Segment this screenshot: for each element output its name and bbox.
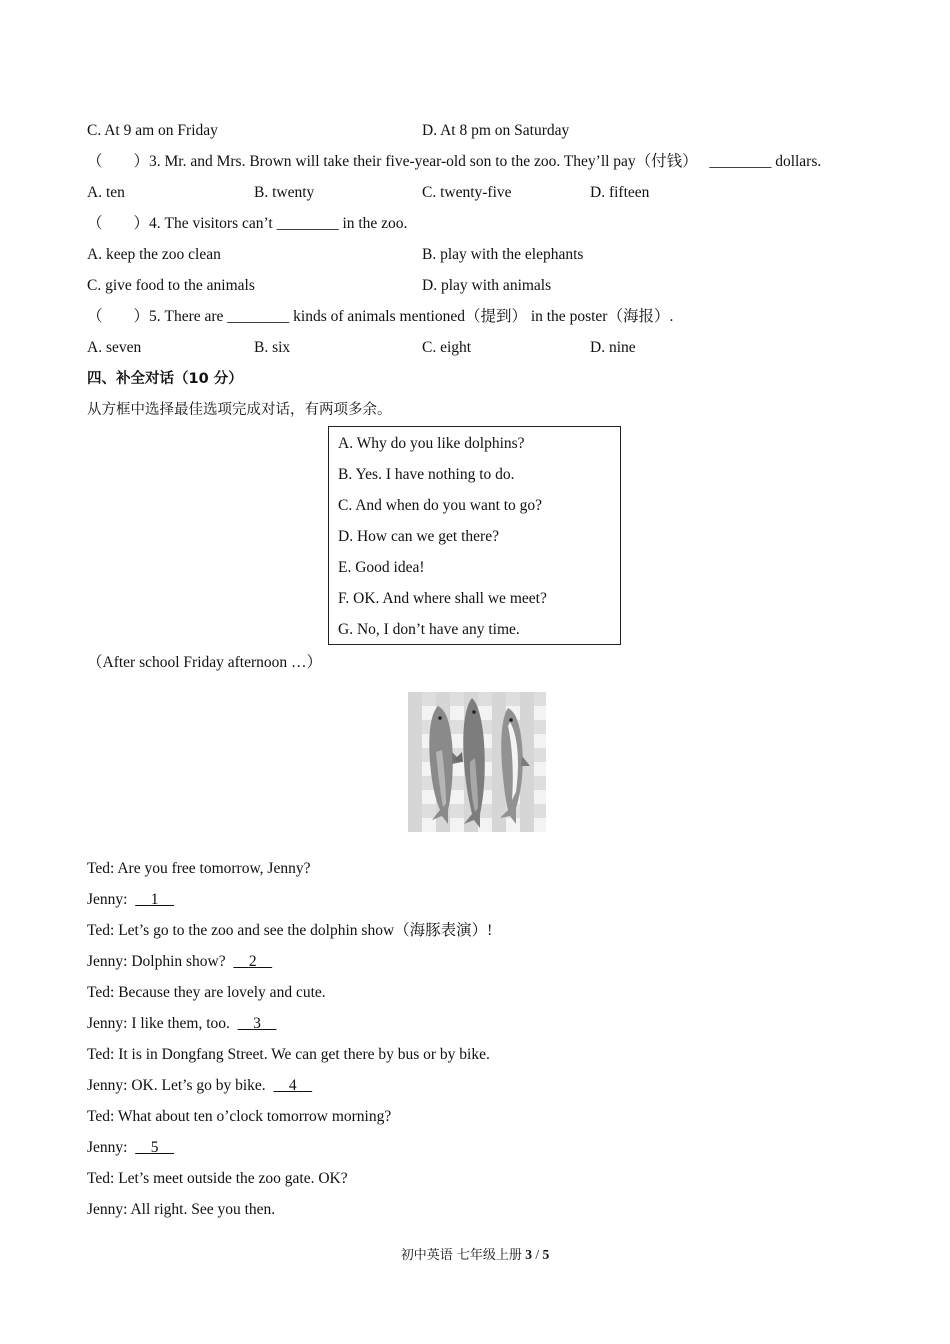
section-instruction: 从方框中选择最佳选项完成对话，有两项多余。 [87, 402, 392, 418]
q4-option-d: D. play with animals [422, 277, 552, 294]
dialogue-context: （After school Friday afternoon …） [87, 654, 323, 671]
dialogue-line-5: Ted: Because they are lovely and cute. [87, 984, 326, 1001]
dialogue-line-12: Jenny: All right. See you then. [87, 1201, 276, 1218]
dialogue-speaker: Jenny: [87, 891, 132, 908]
dialogue-line-7: Ted: It is in Dongfang Street. We can get there by bus or by bike. [87, 1046, 490, 1063]
box-option-e: E. Good idea! [338, 559, 425, 576]
q3-stem: （ ）3. Mr. and Mrs. Brown will take their five-year-old son to the zoo. They’ll pay（付钱） [87, 153, 698, 170]
q3-tail: dollars. [775, 153, 822, 170]
footer-separator: / [535, 1247, 540, 1262]
footer-subject: 初中英语 七年级上册 [400, 1248, 522, 1263]
q4-option-b: B. play with the elephants [422, 246, 584, 263]
q4-option-c: C. give food to the animals [87, 277, 255, 294]
dialogue-line-8 [87, 1076, 312, 1096]
q5-option-a: A. seven [87, 339, 142, 356]
footer-page-total: 5 [542, 1247, 550, 1262]
answer-blank-5: 5 [150, 1139, 159, 1156]
dialogue-line-10 [87, 1138, 174, 1158]
dialogue-line-11: Ted: Let’s meet outside the zoo gate. OK? [87, 1170, 348, 1187]
dialogue-line-2 [87, 890, 174, 910]
dialogue-speaker: Jenny: Dolphin show? [87, 953, 230, 970]
dialogue-line-9: Ted: What about ten o’clock tomorrow morning? [87, 1108, 392, 1125]
q3-option-d: D. fifteen [590, 184, 650, 201]
q5-option-c: C. eight [422, 339, 472, 356]
box-option-a: A. Why do you like dolphins? [338, 435, 525, 452]
q5-stem: （ ）5. There are ________ kinds of animals mentioned（提到） in the poster（海报）. [87, 308, 674, 325]
answer-blank-1: 1 [150, 891, 159, 908]
box-option-c: C. And when do you want to go? [338, 497, 543, 514]
answer-blank-3: 3 [253, 1015, 261, 1032]
q3-option-c: C. twenty-five [422, 184, 512, 201]
box-option-f: F. OK. And where shall we meet? [338, 590, 547, 607]
footer-page-number: 3 [525, 1247, 532, 1262]
q5-option-b: B. six [254, 339, 291, 356]
box-option-g: G. No, I don’t have any time. [338, 621, 520, 638]
box-option-b: B. Yes. I have nothing to do. [338, 466, 515, 483]
dialogue-speaker: Jenny: I like them, too. [87, 1015, 234, 1032]
section-heading: 四、补全对话（10 分） [87, 371, 243, 387]
dialogue-line-1: Ted: Are you free tomorrow, Jenny? [87, 860, 311, 877]
q5-option-d: D. nine [590, 339, 636, 356]
options-box [328, 426, 621, 645]
q3-blank: ________ [709, 153, 772, 170]
answer-blank-4: 4 [288, 1077, 297, 1094]
q4-stem: （ ）4. The visitors can’t ________ in the zoo. [87, 215, 408, 232]
dialogue-line-4 [87, 952, 272, 972]
q2-option-d: D. At 8 pm on Saturday [422, 122, 570, 139]
dolphins-illustration [408, 692, 546, 832]
box-option-d: D. How can we get there? [338, 528, 499, 545]
page-footer [0, 1246, 950, 1265]
dialogue-speaker: Jenny: [87, 1139, 132, 1156]
q4-option-a: A. keep the zoo clean [87, 246, 221, 263]
dialogue-line-3: Ted: Let’s go to the zoo and see the dolphin show（海豚表演）! [87, 922, 493, 939]
q2-option-c: C. At 9 am on Friday [87, 122, 218, 139]
q3-option-a: A. ten [87, 184, 125, 201]
dialogue-line-6 [87, 1014, 276, 1034]
q3-option-b: B. twenty [254, 184, 315, 201]
dialogue-speaker: Jenny: OK. Let’s go by bike. [87, 1077, 270, 1094]
answer-blank-2: 2 [248, 953, 257, 970]
q3-stem-line [87, 152, 821, 172]
